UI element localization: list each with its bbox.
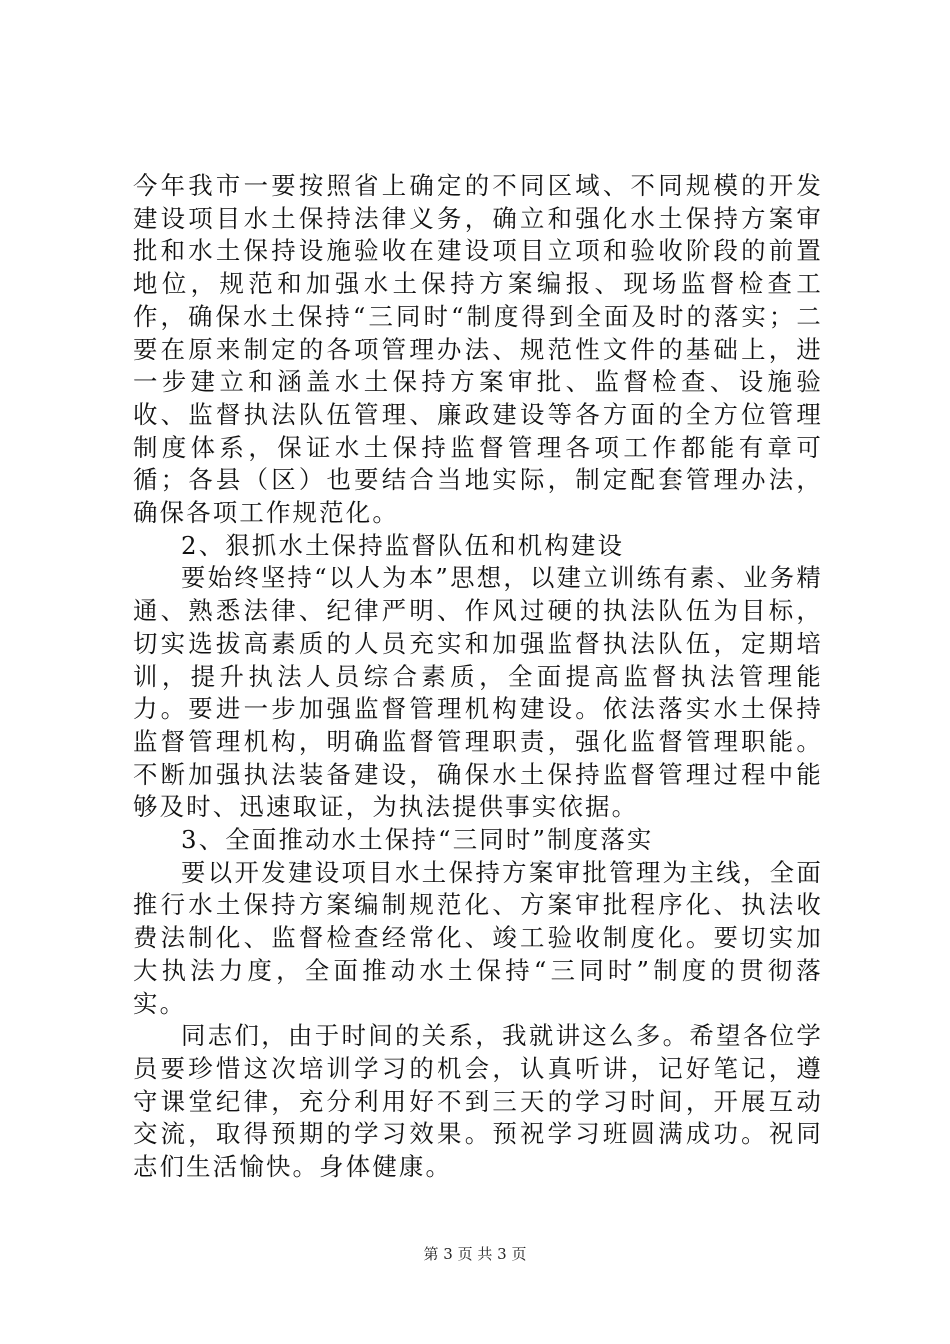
section-heading-2: 2、狠抓水土保持监督队伍和机构建设 [181, 530, 625, 560]
paragraph-team-building: 要始终坚持“以人为本”思想，以建立训练有素、业务精通、熟悉法律、纪律严明、作风过硬的执法队伍为目标，切实选拔高素质的人员充实和加强监督执法队伍，定期培训，提升执法人员综合素质，全面提高监督执法管理能力。要进一步加强监督管理机构建设。依法落实水土保持监督管理机构，明确监督管理职责，强化监督管理职能。不断加强执法装备建设，确保水土保持监督管理过程中能够及时、迅速取证，为执法提供事实依据。 [133, 563, 823, 822]
paragraph-continuation: 今年我市一要按照省上确定的不同区域、不同规模的开发建设项目水土保持法律义务，确立和强化水土保持方案审批和水土保持设施验收在建设项目立项和验收阶段的前置地位，规范和加强水土保持方案编报、现场监督检查工作，确保水土保持“三同时“制度得到全面及时的落实；二要在原来制定的各项管理办法、规范性文件的基础上，进一步建立和涵盖水土保持方案审批、监督检查、设施验收、监督执法队伍管理、廉政建设等各方面的全方位管理制度体系，保证水土保持监督管理各项工作都能有章可循；各县（区）也要结合当地实际，制定配套管理办法，确保各项工作规范化。 [133, 171, 823, 528]
section-heading-3: 3、全面推动水土保持“三同时”制度落实 [181, 825, 654, 855]
paragraph-three-simultaneous: 要以开发建设项目水土保持方案审批管理为主线，全面推行水土保持方案编制规范化、方案审批程序化、执法收费法制化、监督检查经常化、竣工验收制度化。要切实加大执法力度，全面推动水土保持“三同时”制度的贯彻落实。 [133, 857, 823, 1018]
page-number-footer: 第 3 页 共 3 页 [423, 1245, 527, 1263]
document-body [133, 170, 823, 1184]
paragraph-closing-remarks: 同志们，由于时间的关系，我就讲这么多。希望各位学员要珍惜这次培训学习的机会，认真听讲，记好笔记，遵守课堂纪律，充分利用好不到三天的学习时间，开展互动交流，取得预期的学习效果。预祝学习班圆满成功。祝同志们生活愉快。身体健康。 [133, 1021, 823, 1182]
